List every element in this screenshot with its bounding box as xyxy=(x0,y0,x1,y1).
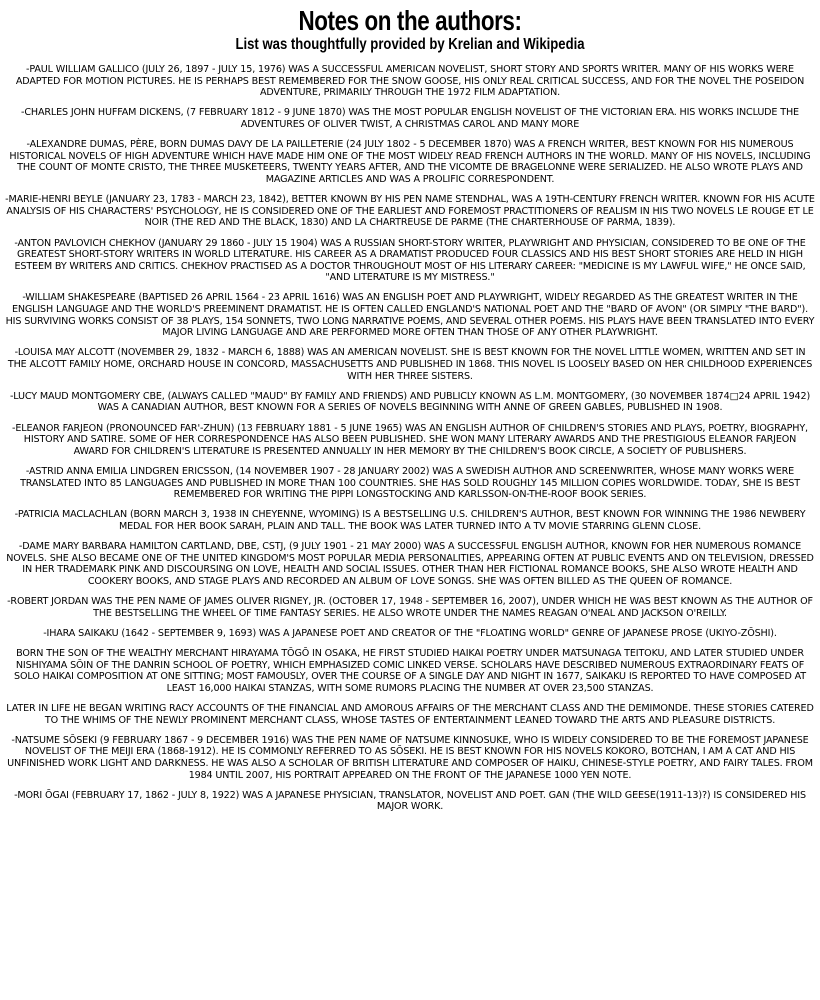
note-lindgren: -ASTRID ANNA EMILIA LINDGREN ERICSSON, (14 NOVEMBER 1907 - 28 JANUARY 2002) WAS A SWEDISH AUTHOR AND SCREENWRITER, WHOSE MANY WORKS WERE TRANSLATED INTO 85 LANGUAGES AND PUBLISHED IN MORE THAN 100 COUNTRIES. SHE HAS SOLD ROUGHLY 145 MILLION COPIES WORLDWIDE. TODAY, SHE IS BEST REMEMBERED FOR WRITING THE PIPPI LONGSTOCKING AND KARLSSON-ON-THE-ROOF BOOK SERIES. xyxy=(20,465,800,501)
note-gallico: -PAUL WILLIAM GALLICO (JULY 26, 1897 - JULY 15, 1976) WAS A SUCCESSFUL AMERICAN NOVELIST, SHORT STORY AND SPORTS WRITER. MANY OF HIS WORKS WERE ADAPTED FOR MOTION PICTURES. HE IS PERHAPS BEST REMEMBERED FOR THE SNOW GOOSE, HIS ONLY REAL CRITICAL SUCCESS, AND FOR THE NOVEL THE POSEIDON ADVENTURE, PRIMARILY THROUGH THE 1972 FILM ADAPTATION. xyxy=(15,64,805,99)
note-jordan: -ROBERT JORDAN WAS THE PEN NAME OF JAMES OLIVER RIGNEY, JR. (OCTOBER 17, 1948 - SEPTEMBER 16, 2007), UNDER WHICH HE WAS BEST KNOWN AS THE AUTHOR OF THE BESTSELLING THE WHEEL OF TIME FANTASY SERIES. HE ALSO WROTE UNDER THE NAMES REAGAN O'NEAL AND JACKSON O'REILLY. xyxy=(7,596,813,619)
note-montgomery: -LUCY MAUD MONTGOMERY CBE, (ALWAYS CALLED "MAUD" BY FAMILY AND FRIENDS) AND PUBLICLY KNOWN AS L.M. MONTGOMERY, (30 NOVEMBER 1874□24 APRIL 1942) WAS A CANADIAN AUTHOR, BEST KNOWN FOR A SERIES OF NOVELS BEGINNING WITH ANNE OF GREEN GABLES, PUBLISHED IN 1908. xyxy=(9,390,811,414)
note-soseki: -NATSUME SŌSEKI (9 FEBRUARY 1867 - 9 DECEMBER 1916) WAS THE PEN NAME OF NATSUME KINNOSUKE, WHO IS WIDELY CONSIDERED TO BE THE FOREMOST JAPANESE NOVELIST OF THE MEIJI ERA (1868-1912). HE IS COMMONLY REFERRED TO AS SŌSEKI. HE IS BEST KNOWN FOR HIS NOVELS KOKORO, BOTCHAN, I AM A CAT AND HIS UNFINISHED WORK LIGHT AND DARKNESS. HE WAS ALSO A SCHOLAR OF BRITISH LITERATURE AND COMPOSER OF HAIKU, CHINESE-STYLE POETRY, AND FAIRY TALES. FROM 1984 UNTIL 2007, HIS PORTRAIT APPEARED ON THE FRONT OF THE JAPANESE 1000 YEN NOTE. xyxy=(7,734,813,781)
note-farjeon: -ELEANOR FARJEON (PRONOUNCED FAR'-ZHUN) (13 FEBRUARY 1881 - 5 JUNE 1965) WAS AN ENGLISH AUTHOR OF CHILDREN'S STORIES AND PLAYS, POETRY, BIOGRAPHY, HISTORY AND SATIRE. SOME OF HER CORRESPONDENCE HAS ALSO BEEN PUBLISHED. SHE WON MANY LITERARY AWARDS AND THE PRESTIGIOUS ELEANOR FARJEON AWARD FOR CHILDREN'S LITERATURE IS PRESENTED ANNUALLY IN HER MEMORY BY THE CHILDREN'S BOOK CIRCLE, A SOCIETY OF PUBLISHERS. xyxy=(12,422,808,457)
note-stendhal: -MARIE-HENRI BEYLE (JANUARY 23, 1783 - MARCH 23, 1842), BETTER KNOWN BY HIS PEN NAME STENDHAL, WAS A 19TH-CENTURY FRENCH WRITER. KNOWN FOR HIS ACUTE ANALYSIS OF HIS CHARACTERS' PSYCHOLOGY, HE IS CONSIDERED ONE OF THE EARLIEST AND FOREMOST PRACTITIONERS OF REALISM IN HIS TWO NOVELS LE ROUGE ET LE NOIR (THE RED AND THE BLACK, 1830) AND LA CHARTREUSE DE PARME (THE CHARTERHOUSE OF PARMA, 1839). xyxy=(5,194,815,229)
note-saikaku-later-life: LATER IN LIFE HE BEGAN WRITING RACY ACCOUNTS OF THE FINANCIAL AND AMOROUS AFFAIRS OF THE MERCHANT CLASS AND THE DEMIMONDE. THESE STORIES CATERED TO THE WHIMS OF THE NEWLY PROMINENT MERCHANT CLASS, WHOSE TASTES OF ENTERTAINMENT LEANED TOWARD THE ARTS AND PLEASURE DISTRICTS. xyxy=(6,703,814,726)
note-saikaku-early-life: BORN THE SON OF THE WEALTHY MERCHANT HIRAYAMA TŌGŌ IN OSAKA, HE FIRST STUDIED HAIKAI POETRY UNDER MATSUNAGA TEITOKU, AND LATER STUDIED UNDER NISHIYAMA SŌIN OF THE DANRIN SCHOOL OF POETRY, WHICH EMPHASIZED COMIC LINKED VERSE. SCHOLARS HAVE DESCRIBED NUMEROUS EXTRAORDINARY FEATS OF SOLO HAIKAI COMPOSITION AT ONE SITTING; MOST FAMOUSLY, OVER THE COURSE OF A SINGLE DAY AND NIGHT IN 1677, SAIKAKU IS REPORTED TO HAVE COMPOSED AT LEAST 16,000 HAIKAI STANZAS, WITH SOME RUMORS PLACING THE NUMBER AT OVER 23,500 STANZAS. xyxy=(14,648,806,694)
page-subtitle: List was thoughtfully provided by Krelian and Wikipedia xyxy=(235,36,585,53)
note-ogai: -MORI ŌGAI (FEBRUARY 17, 1862 - JULY 8, 1922) WAS A JAPANESE PHYSICIAN, TRANSLATOR, NOVELIST AND POET. GAN (THE WILD GEESE(1911-13)?) IS CONSIDERED HIS MAJOR WORK. xyxy=(14,789,806,813)
note-cartland: -DAME MARY BARBARA HAMILTON CARTLAND, DBE, CSTJ, (9 JULY 1901 - 21 MAY 2000) WAS A SUCCESSFUL ENGLISH AUTHOR, KNOWN FOR HER NUMEROUS ROMANCE NOVELS. SHE ALSO BECAME ONE OF THE UNITED KINGDOM'S MOST POPULAR MEDIA PERSONALITIES, APPEARING OFTEN AT PUBLIC EVENTS AND ON TELEVISION, DRESSED IN HER TRADEMARK PINK AND DISCOURSING ON LOVE, HEALTH AND SOCIAL ISSUES. OTHER THAN HER FICTIONAL ROMANCE BOOKS, SHE ALSO WROTE HEALTH AND COOKERY BOOKS, AND STAGE PLAYS AND RECORDED AN ALBUM OF LOVE SONGS. SHE WAS OFTEN BILLED AS THE QUEEN OF ROMANCE. xyxy=(6,541,814,587)
note-alcott: -LOUISA MAY ALCOTT (NOVEMBER 29, 1832 - MARCH 6, 1888) WAS AN AMERICAN NOVELIST. SHE IS BEST KNOWN FOR THE NOVEL LITTLE WOMEN, WRITTEN AND SET IN THE ALCOTT FAMILY HOME, ORCHARD HOUSE IN CONCORD, MASSACHUSETTS AND PUBLISHED IN 1868. THIS NOVEL IS LOOSELY BASED ON HER CHILDHOOD EXPERIENCES WITH HER THREE SISTERS. xyxy=(7,347,813,382)
note-dumas: -ALEXANDRE DUMAS, PÈRE, BORN DUMAS DAVY DE LA PAILLETERIE (24 JULY 1802 - 5 DECEMBER 1870) WAS A FRENCH WRITER, BEST KNOWN FOR HIS NUMEROUS HISTORICAL NOVELS OF HIGH ADVENTURE WHICH HAVE MADE HIM ONE OF THE MOST WIDELY READ FRENCH AUTHORS IN THE WORLD. MANY OF HIS NOVELS, INCLUDING THE COUNT OF MONTE CRISTO, THE THREE MUSKETEERS, TWENTY YEARS AFTER, AND THE VICOMTE DE BRAGELONNE WERE SERIALIZED. HE ALSO WROTE PLAYS AND MAGAZINE ARTICLES AND WAS A PROLIFIC CORRESPONDENT. xyxy=(9,139,811,185)
page-title: Notes on the authors: xyxy=(298,5,522,36)
note-maclachlan: -PATRICIA MACLACHLAN (BORN MARCH 3, 1938 IN CHEYENNE, WYOMING) IS A BESTSELLING U.S. CHILDREN'S AUTHOR, BEST KNOWN FOR WINNING THE 1986 NEWBERY MEDAL FOR HER BOOK SARAH, PLAIN AND TALL. THE BOOK WAS LATER TURNED INTO A TV MOVIE STARRING GLENN CLOSE. xyxy=(14,509,806,532)
note-dickens: -CHARLES JOHN HUFFAM DICKENS, (7 FEBRUARY 1812 - 9 JUNE 1870) WAS THE MOST POPULAR ENGLISH NOVELIST OF THE VICTORIAN ERA. HIS WORKS INCLUDE THE ADVENTURES OF OLIVER TWIST, A CHRISTMAS CAROL AND MANY MORE xyxy=(21,107,799,130)
note-chekhov: -ANTON PAVLOVICH CHEKHOV (JANUARY 29 1860 - JULY 15 1904) WAS A RUSSIAN SHORT-STORY WRITER, PLAYWRIGHT AND PHYSICIAN, CONSIDERED TO BE ONE OF THE GREATEST SHORT-STORY WRITERS IN WORLD LITERATURE. HIS CAREER AS A DRAMATIST PRODUCED FOUR CLASSICS AND HIS BEST SHORT STORIES ARE HELD IN HIGH ESTEEM BY WRITERS AND CRITICS. CHEKHOV PRACTISED AS A DOCTOR THROUGHOUT MOST OF HIS LITERARY CAREER: "MEDICINE IS MY LAWFUL WIFE," HE ONCE SAID, "AND LITERATURE IS MY MISTRESS." xyxy=(14,237,806,284)
note-shakespeare: -WILLIAM SHAKESPEARE (BAPTISED 26 APRIL 1564 - 23 APRIL 1616) WAS AN ENGLISH POET AND PLAYWRIGHT, WIDELY REGARDED AS THE GREATEST WRITER IN THE ENGLISH LANGUAGE AND THE WORLD'S PREEMINENT DRAMATIST. HE IS OFTEN CALLED ENGLAND'S NATIONAL POET AND THE "BARD OF AVON" (OR SIMPLY "THE BARD"). HIS SURVIVING WORKS CONSIST OF 38 PLAYS, 154 SONNETS, TWO LONG NARRATIVE POEMS, AND SEVERAL OTHER POEMS. HIS PLAYS HAVE BEEN TRANSLATED INTO EVERY MAJOR LIVING LANGUAGE AND ARE PERFORMED MORE OFTEN THAN THOSE OF ANY OTHER PLAYWRIGHT. xyxy=(5,292,815,339)
note-saikaku: -IHARA SAIKAKU (1642 - SEPTEMBER 9, 1693) WAS A JAPANESE POET AND CREATOR OF THE "FLOATING WORLD" GENRE OF JAPANESE PROSE (UKIYO-ZŌSHI). xyxy=(43,627,777,639)
